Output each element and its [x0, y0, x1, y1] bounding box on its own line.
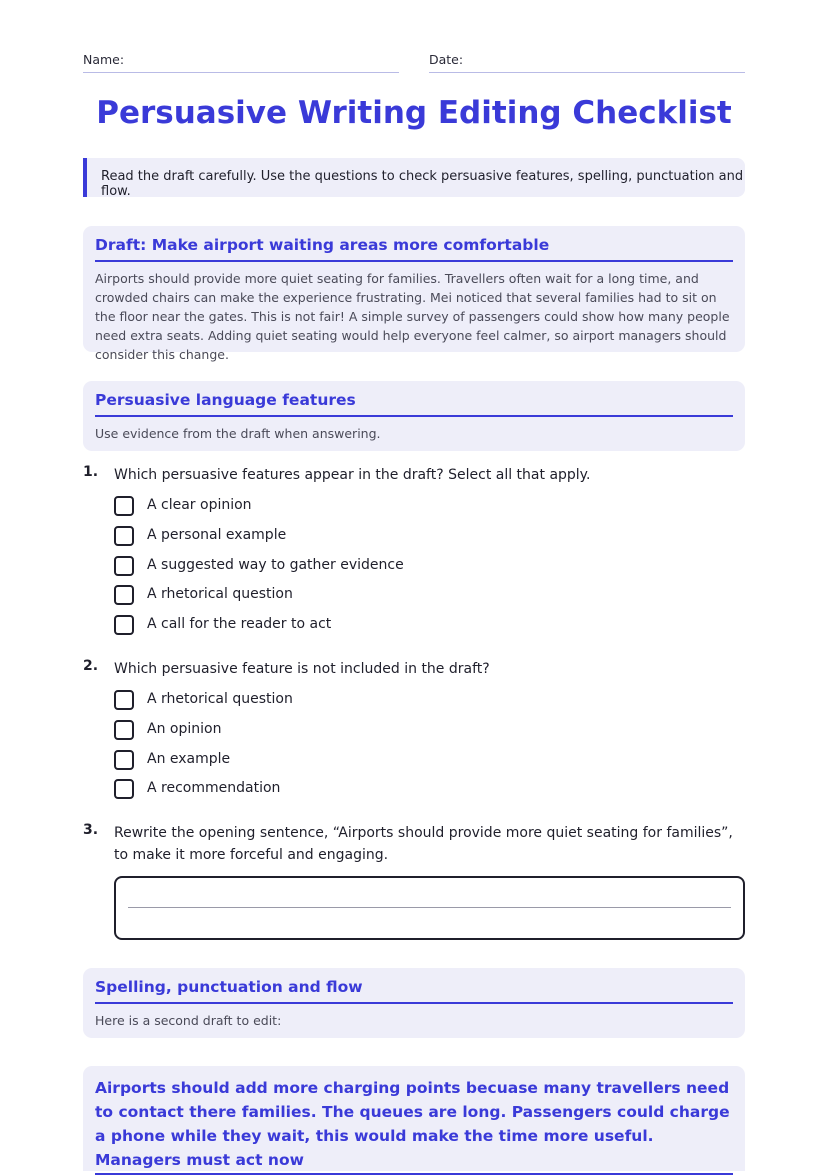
checkbox[interactable] [114, 585, 134, 605]
checkbox[interactable] [114, 720, 134, 740]
question-number: 1. [83, 464, 99, 480]
features-section-title: Persuasive language features [95, 391, 733, 417]
name-label: Name: [83, 52, 125, 67]
question-number: 2. [83, 658, 99, 674]
checkbox[interactable] [114, 750, 134, 770]
option-label: An opinion [147, 721, 222, 737]
date-label: Date: [429, 52, 464, 67]
answer-line [128, 907, 731, 908]
draft-body: Airports should provide more quiet seating for families. Travellers often wait for a long time, and crowded chairs can make the experience frustrating. Mei noticed that several families had to sit on the floor near the gates. This is not fair! A simple survey of passengers could show how many people need extra seats. Adding quiet seating would help everyone feel calmer, so airport managers should consider this change. [95, 271, 730, 362]
option-label: A rhetorical question [147, 691, 293, 707]
spelling-section-note: Here is a second draft to edit: [95, 1013, 282, 1028]
page-title: Persuasive Writing Editing Checklist [96, 95, 732, 131]
option-label: A rhetorical question [147, 586, 293, 602]
spelling-section-title: Spelling, punctuation and flow [95, 978, 733, 1004]
option-label: An example [147, 751, 231, 767]
features-section-card [83, 381, 745, 451]
second-draft-text: Airports should add more charging points becuase many travellers need to contact there families. The queues are long. Passengers could charge a phone while they wait, this would make the time more useful. Managers must act now [95, 1076, 733, 1175]
spelling-section-card [83, 968, 745, 1038]
checkbox[interactable] [114, 779, 134, 799]
question-text: Which persuasive feature is not included in the draft? [114, 661, 490, 677]
checkbox[interactable] [114, 526, 134, 546]
features-section-note: Use evidence from the draft when answering. [95, 426, 381, 441]
draft-title: Draft: Make airport waiting areas more comfortable [95, 236, 733, 262]
second-draft-card [83, 1066, 745, 1171]
question-text: Rewrite the opening sentence, “Airports should provide more quiet seating for families”, to make it more forceful and engaging. [114, 825, 733, 863]
option-label: A personal example [147, 527, 287, 543]
header-row [83, 52, 745, 74]
checkbox[interactable] [114, 615, 134, 635]
option-label: A call for the reader to act [147, 616, 332, 632]
option-label: A recommendation [147, 780, 281, 796]
date-field[interactable] [429, 52, 745, 73]
question-text: Which persuasive features appear in the draft? Select all that apply. [114, 467, 591, 483]
checkbox[interactable] [114, 496, 134, 516]
draft-card [83, 226, 745, 362]
instructions-banner: Read the draft carefully. Use the questions to check persuasive features, spelling, punctuation and flow. [83, 158, 745, 197]
answer-box[interactable] [114, 876, 745, 940]
checkbox[interactable] [114, 556, 134, 576]
name-field[interactable] [83, 52, 399, 73]
option-label: A suggested way to gather evidence [147, 557, 404, 573]
option-label: A clear opinion [147, 497, 252, 513]
question-number: 3. [83, 822, 99, 838]
checkbox[interactable] [114, 690, 134, 710]
